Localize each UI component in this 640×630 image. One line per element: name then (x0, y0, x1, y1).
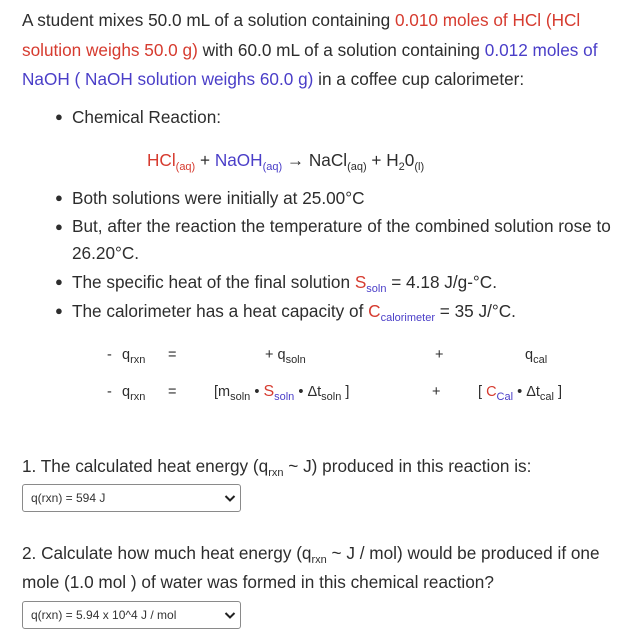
problem-intro (22, 6, 634, 95)
question-1: 1. The calculated heat energy ($q_{rxn}$ ~ J) produced in this reaction is: (22, 456, 532, 479)
bullet-chemical-reaction: ● Chemical Reaction: (72, 103, 221, 131)
bullet-initial-temp: ● Both solutions were initially at 25.00°C (55, 188, 365, 208)
answer-select-2[interactable] (22, 601, 241, 629)
bullet-dot: ● (55, 109, 63, 124)
bullet-calorimeter: ● The calorimeter has a heat capacity of $C_{calorimeter} = 35$ J/°C. (55, 301, 516, 324)
answer-select-1[interactable] (22, 484, 241, 512)
intro-text: with 60.0 mL of a solution containing (197, 39, 485, 60)
chevron-down-icon (224, 611, 236, 620)
naoh-info: 0.012 moles of NaOH ( NaOH solution weighs 60.0 g) (22, 39, 598, 89)
selected-answer: q(rxn) = 5.94 x 10^4 J / mol (31, 608, 177, 622)
question-2: 2. Calculate how much heat energy ($q_{rxn}$ ~ J / mol) would be produced if one mole (1.0 mol ) of water was formed in this chemical reaction? (22, 543, 600, 592)
intro-text: A student mixes 50.0 mL of a solution containing (22, 10, 395, 30)
reaction-equation: HCl$_{(aq)}$ + NaOH$_{(aq)}$ → NaCl$_{(aq)}$ + $H_20_{(l)}$ (147, 150, 425, 173)
bullet-specific-heat: ● The specific heat of the final solution $S_{soln} = 4.18$ J/g-°C. (55, 272, 497, 295)
bullet-final-temp: ● But, after the reaction the temperature of the combined solution rose to 26.20°C. (55, 216, 611, 263)
hcl-info: 0.010 moles of HCl (HCl solution weighs 50.0 g) (22, 10, 581, 60)
selected-answer: q(rxn) = 594 J (31, 491, 106, 505)
intro-text: in a coffee cup calorimeter: (313, 69, 525, 89)
chevron-down-icon (224, 494, 236, 503)
